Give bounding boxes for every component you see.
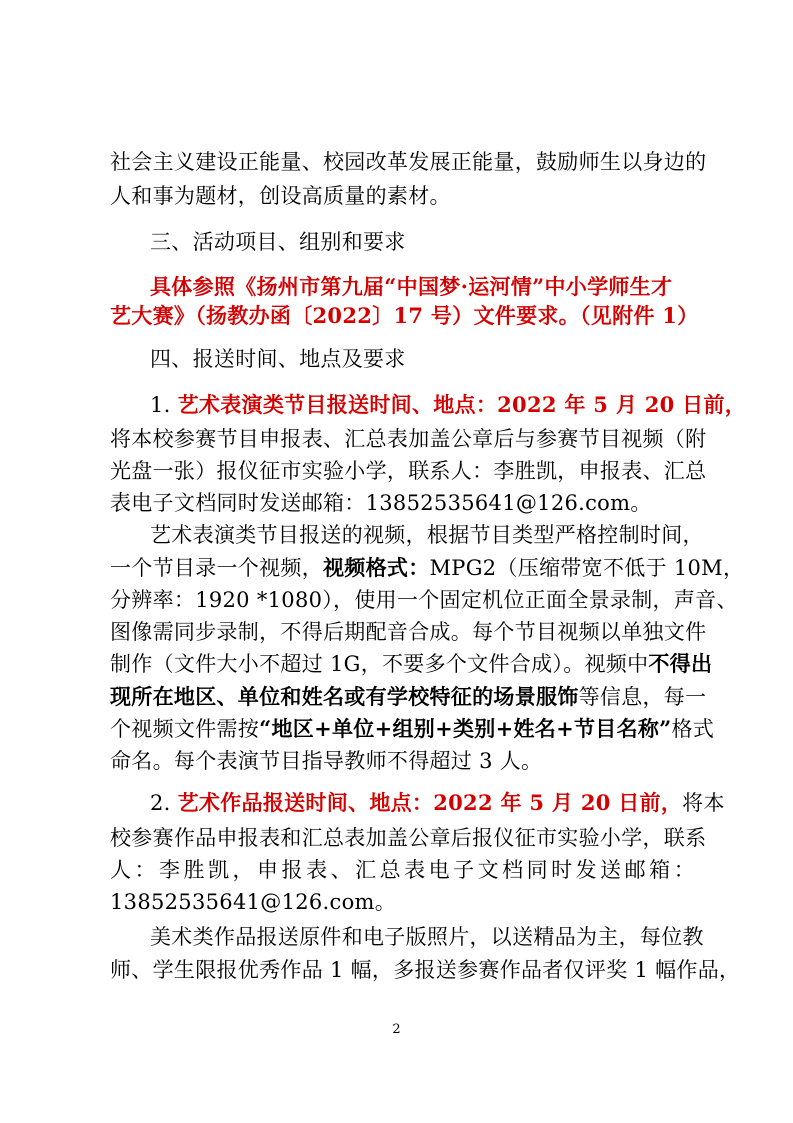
red-bold-line: 具体参照《扬州市第九届“中国梦·运河情”中小学师生才 — [150, 274, 673, 299]
section-heading-3: 三、活动项目、组别和要求 — [150, 230, 406, 254]
paragraph-line: 13852535641@126.com。 — [110, 890, 397, 914]
page-number: 2 — [392, 1022, 401, 1037]
paragraph-line: 美术类作品报送原件和电子版照片，以送精品为主，每位教 — [150, 925, 704, 949]
text-run: 将本 — [682, 791, 725, 815]
text-run: MPG2（压缩带宽不低于 10M， — [429, 556, 745, 580]
paragraph-line — [110, 716, 714, 742]
paragraph-line: 将本校参赛节目申报表、汇总表加盖公章后与参赛节目视频（附 — [110, 427, 707, 451]
paragraph-line: 人和事为题材，创设高质量的素材。 — [110, 184, 451, 208]
text-run: 等信息，每一 — [578, 685, 707, 709]
item-1-heading — [150, 392, 746, 418]
bold-run: 现所在地区、单位和姓名或有学校特征的场景服饰 — [110, 684, 579, 709]
paragraph-line: 分辨率：1920 *1080），使用一个固定机位正面全景录制，声音、 — [110, 588, 738, 612]
paragraph-line: 光盘一张）报仪征市实验小学，联系人：李胜凯，申报表、汇总 — [110, 459, 707, 483]
paragraph-line: 师、学生限报优秀作品 1 幅，多报送参赛作品者仅评奖 1 幅作品， — [110, 958, 741, 982]
text-run: 制作（文件大小不超过 1G，不要多个文件合成）。视频中 — [110, 652, 649, 676]
red-bold-line: 艺大赛》（扬教办函〔2022〕17 号）文件要求。（见附件 1） — [110, 303, 699, 328]
text-run: 一个节目录一个视频， — [110, 556, 323, 580]
paragraph-line — [110, 684, 706, 710]
paragraph-line: 命名。每个表演节目指导教师不得超过 3 人。 — [110, 749, 543, 773]
bold-run: “地区+单位+组别+类别+姓名+节目名称” — [259, 716, 672, 741]
paragraph-line: 艺术表演类节目报送的视频，根据节目类型严格控制时间， — [150, 523, 704, 547]
paragraph-line: 人：李胜凯，申报表、汇总表电子文档同时发送邮箱： — [110, 858, 695, 882]
text-run: 个视频文件需按 — [110, 717, 260, 741]
item-2-heading — [150, 790, 725, 816]
bold-run: 视频格式： — [323, 555, 430, 580]
paragraph-line: 表电子文档同时发送邮箱：13852535641@126.com。 — [110, 491, 652, 515]
item-2-title: 艺术作品报送时间、地点：2022 年 5 月 20 日前， — [177, 790, 683, 815]
paragraph-line: 社会主义建设正能量、校园改革发展正能量，鼓励师生以身边的 — [110, 150, 707, 174]
paragraph-line — [110, 555, 744, 581]
paragraph-line — [110, 651, 713, 677]
bold-run: 不得出 — [648, 651, 713, 676]
item-number: 1. — [150, 393, 178, 417]
paragraph-line: 图像需同步录制，不得后期配音合成。每个节目视频以单独文件 — [110, 620, 707, 644]
item-1-title: 艺术表演类节目报送时间、地点：2022 年 5 月 20 日前， — [177, 392, 747, 417]
item-number: 2. — [150, 791, 178, 815]
paragraph-line: 校参赛作品申报表和汇总表加盖公章后报仪征市实验小学，联系 — [110, 826, 707, 850]
section-heading-4: 四、报送时间、地点及要求 — [150, 347, 406, 371]
text-run: 格式 — [671, 717, 715, 741]
